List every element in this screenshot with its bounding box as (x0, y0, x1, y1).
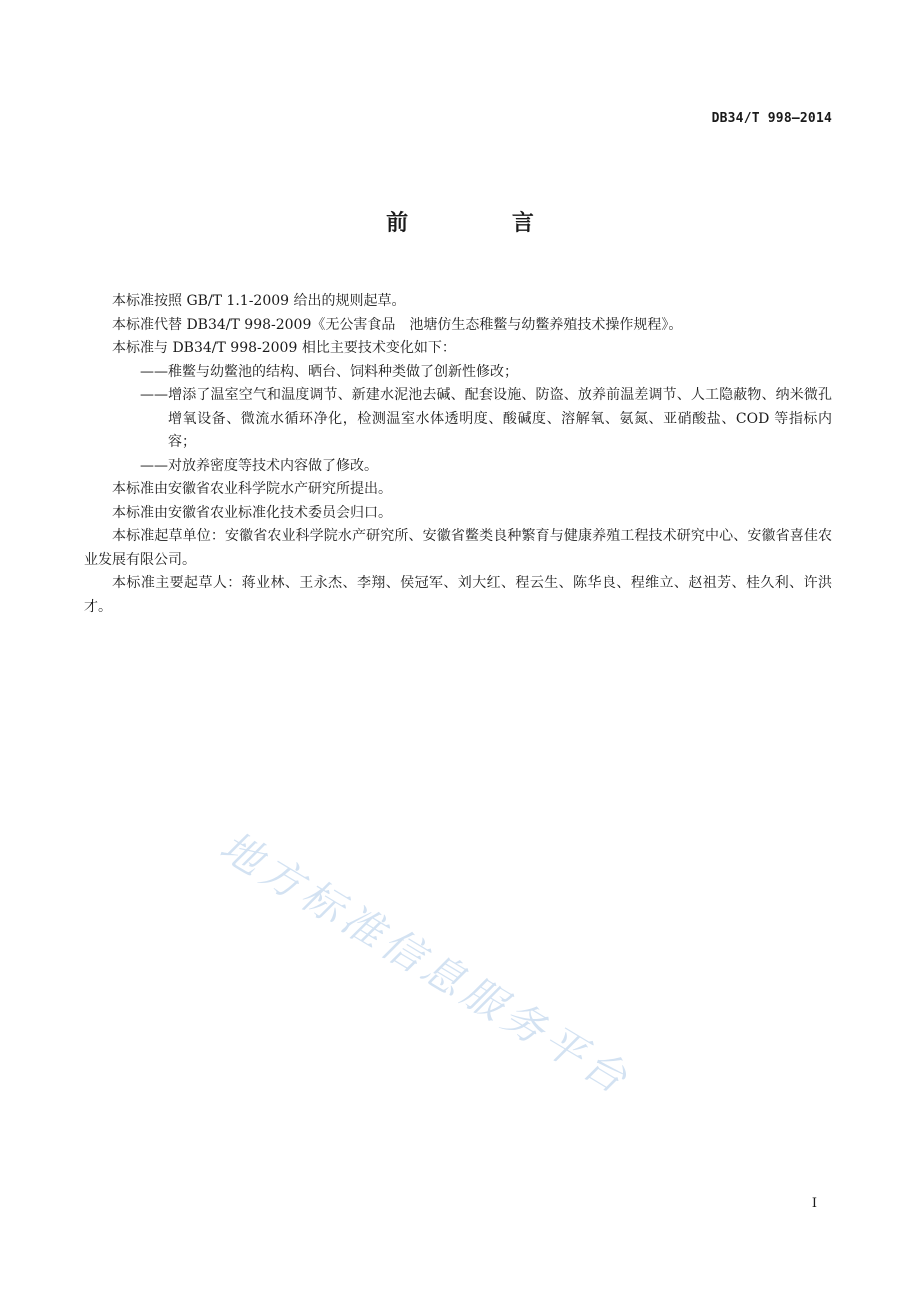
paragraph-committee: 本标准由安徽省农业标准化技术委员会归口。 (112, 504, 392, 521)
page-title: 前 言 (386, 211, 582, 236)
standard-code: DB34/T 998—2014 (711, 111, 832, 126)
watermark-text: 地方标准信息服务平台 (211, 821, 640, 1106)
paragraph-drafting-rules: 本标准按照 GB/T 1.1-2009 给出的规则起草。 (112, 293, 406, 309)
change-item-additions: ——增添了温室空气和温度调节、新建水泥池去碱、配套设施、防盗、放养前温差调节、人工隐蔽物、纳米微孔增氧设备、微流水循环净化，检测温室水体透明度、酸碱度、溶解氧、氨氮、亚硝酸盐、COD 等指标内容； (140, 387, 832, 450)
page-number: I (811, 1196, 817, 1211)
paragraph-replaces: 本标准代替 DB34/T 998-2009《无公害食品 池塘仿生态稚鳖与幼鳖养殖技术操作规程》。 (112, 316, 683, 333)
paragraph-drafters: 本标准主要起草人：蒋业林、王永杰、李翔、侯冠军、刘大红、程云生、陈华良、程维立、赵祖芳、桂久利、许洪才。 (84, 575, 832, 615)
paragraph-proposer: 本标准由安徽省农业科学院水产研究所提出。 (112, 481, 392, 497)
change-item-density: ——对放养密度等技术内容做了修改。 (140, 457, 378, 474)
change-item-structure: ——稚鳖与幼鳖池的结构、晒台、饲料种类做了创新性修改； (140, 363, 518, 380)
foreword-body (84, 290, 832, 619)
paragraph-changes-intro: 本标准与 DB34/T 998-2009 相比主要技术变化如下： (112, 340, 456, 356)
paragraph-drafting-units: 本标准起草单位：安徽省农业科学院水产研究所、安徽省鳖类良种繁育与健康养殖工程技术研究中心、安徽省喜佳农业发展有限公司。 (84, 528, 832, 568)
